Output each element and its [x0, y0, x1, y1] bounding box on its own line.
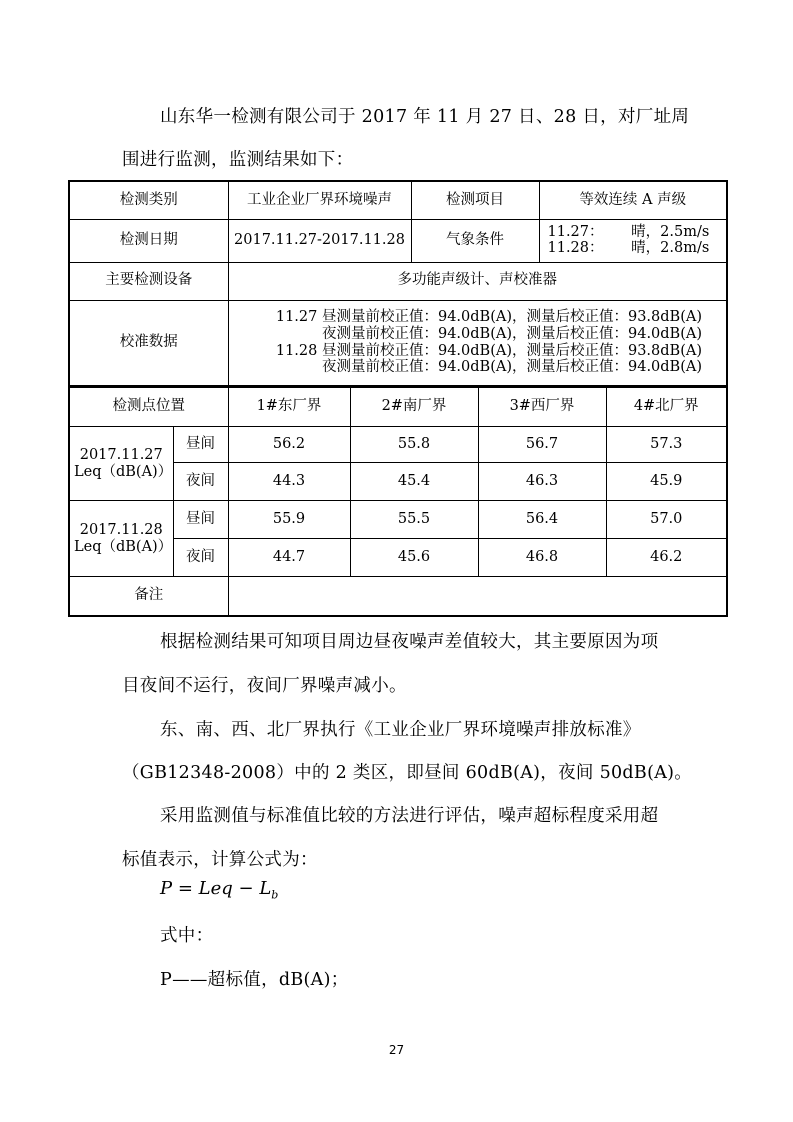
- table-cell: 46.3: [478, 463, 606, 501]
- table-cell: 46.2: [606, 539, 727, 577]
- calibration-line: 夜测量前校正值：94.0dB(A)，测量后校正值：94.0dB(A): [321, 326, 702, 343]
- equipment-value: 多功能声级计、声校准器: [228, 262, 727, 300]
- table-cell: 55.8: [350, 427, 478, 463]
- page-number: 27: [388, 1043, 405, 1057]
- para4-line-2: 标值表示，计算公式为：: [122, 850, 318, 870]
- table-cell: 56.2: [228, 427, 350, 463]
- table-cell: 45.6: [350, 539, 478, 577]
- group-unit: Leq（dB(A)）: [74, 463, 173, 480]
- group-date: 2017.11.27: [79, 446, 163, 463]
- table-cell: 57.0: [606, 501, 727, 539]
- date-label: 检测日期: [69, 219, 228, 262]
- calibration-line: 11.27 昼测量前校正值：94.0dB(A)，测量后校正值：93.8dB(A): [275, 309, 702, 326]
- intro-line-1: 山东华一检测有限公司于 2017 年 11 月 27 日、28 日，对厂址周: [160, 107, 690, 127]
- item-value: 等效连续 A 声级: [539, 181, 727, 219]
- group-unit: Leq（dB(A)）: [74, 538, 173, 555]
- weather-label: 气象条件: [411, 219, 539, 262]
- weather-line: 11.28： 晴，2.8m/s: [547, 239, 710, 256]
- para2-line-1: 根据检测结果可知项目周边昼夜噪声差值较大，其主要原因为项: [160, 632, 659, 652]
- definition-p: P——超标值，dB(A)；: [160, 970, 349, 990]
- period-label: 夜间: [173, 539, 228, 577]
- remark-label: 备注: [69, 577, 228, 616]
- formula-term1: Leq: [198, 878, 233, 899]
- weather-line: 11.27： 晴，2.5m/s: [547, 223, 710, 240]
- noise-monitoring-table: [68, 180, 728, 387]
- points-label: 检测点位置: [69, 388, 228, 427]
- formula-equals: =: [172, 878, 199, 899]
- table-cell: 46.8: [478, 539, 606, 577]
- group-date: 2017.11.28: [79, 521, 163, 538]
- group-2-header: [69, 501, 173, 577]
- point-west: 3#西厂界: [478, 388, 606, 427]
- table-cell: 56.7: [478, 427, 606, 463]
- point-east: 1#东厂界: [228, 388, 350, 427]
- date-value: 2017.11.27-2017.11.28: [228, 219, 411, 262]
- para3-line-2: （GB12348-2008）中的 2 类区，即昼间 60dB(A)，夜间 50dB(A)。: [122, 763, 693, 783]
- formula-note: 式中：: [160, 926, 214, 946]
- table-cell: 44.3: [228, 463, 350, 501]
- period-label: 昼间: [173, 427, 228, 463]
- type-value: 工业企业厂界环境噪声: [228, 181, 411, 219]
- table-cell: 57.3: [606, 427, 727, 463]
- para2-line-2: 目夜间不运行，夜间厂界噪声减小。: [122, 676, 407, 696]
- table-cell: 55.9: [228, 501, 350, 539]
- formula: [160, 878, 278, 902]
- group-1-header: [69, 427, 173, 501]
- calibration-data: [228, 300, 727, 386]
- period-label: 夜间: [173, 463, 228, 501]
- period-label: 昼间: [173, 501, 228, 539]
- calibration-line: 11.28 昼测量前校正值：94.0dB(A)，测量后校正值：93.8dB(A): [275, 342, 702, 359]
- item-label: 检测项目: [411, 181, 539, 219]
- formula-term2: L: [259, 878, 272, 899]
- formula-lhs: P: [160, 878, 173, 899]
- equipment-label: 主要检测设备: [69, 262, 228, 300]
- measurement-table: [68, 387, 728, 617]
- table-cell: 45.9: [606, 463, 727, 501]
- calibration-label: 校准数据: [69, 300, 228, 386]
- remark-value: [228, 577, 727, 616]
- point-north: 4#北厂界: [606, 388, 727, 427]
- calibration-line: 夜测量前校正值：94.0dB(A)，测量后校正值：94.0dB(A): [321, 359, 702, 376]
- para4-line-1: 采用监测值与标准值比较的方法进行评估，噪声超标程度采用超: [160, 806, 659, 826]
- table-cell: 56.4: [478, 501, 606, 539]
- formula-minus: −: [232, 878, 260, 899]
- table-cell: 45.4: [350, 463, 478, 501]
- point-south: 2#南厂界: [350, 388, 478, 427]
- table-cell: 55.5: [350, 501, 478, 539]
- formula-subscript: b: [271, 888, 279, 902]
- type-label: 检测类别: [69, 181, 228, 219]
- weather-value: [539, 219, 727, 262]
- intro-line-2: 围进行监测，监测结果如下：: [122, 150, 354, 170]
- table-cell: 44.7: [228, 539, 350, 577]
- para3-line-1: 东、南、西、北厂界执行《工业企业厂界环境噪声排放标准》: [160, 720, 641, 740]
